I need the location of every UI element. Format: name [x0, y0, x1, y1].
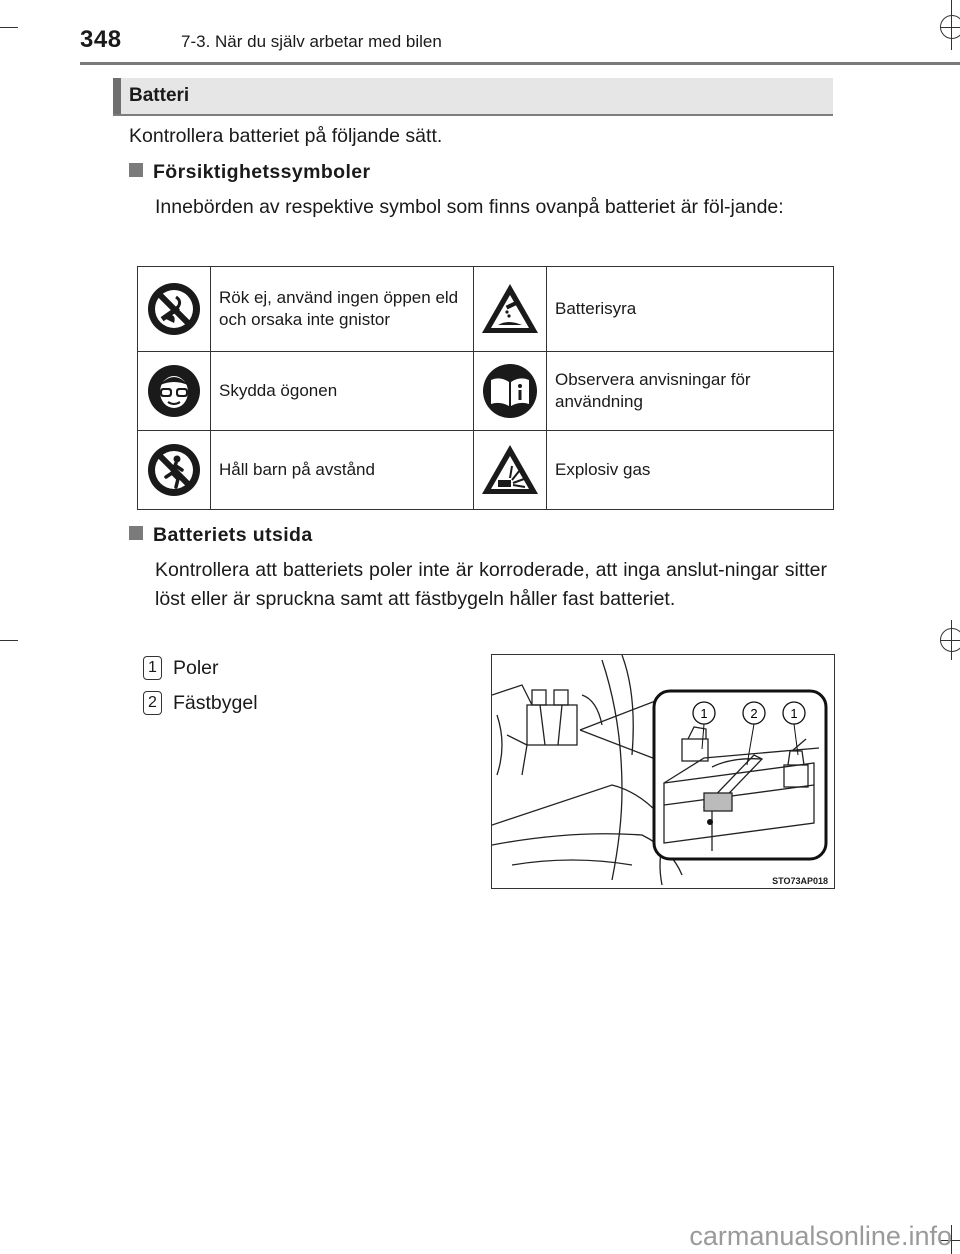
callout-number: 2 [750, 706, 758, 721]
symbol-cell [474, 267, 547, 352]
legend-item [143, 691, 258, 715]
symbols-table [137, 266, 834, 510]
legend-label: Fästbygel [173, 692, 258, 714]
legend-label: Poler [173, 657, 219, 679]
symbol-cell [474, 352, 547, 431]
symbol-label: Rök ej, använd ingen öppen eld och orsaka inte gnistor [211, 267, 474, 352]
legend-number: 2 [143, 691, 162, 715]
watermark: carmanualsonline.info [689, 1221, 952, 1251]
crop-mark [940, 15, 960, 39]
table-row [138, 267, 834, 352]
crop-mark [0, 640, 18, 641]
crop-mark [940, 628, 960, 652]
explosive-gas-icon [480, 442, 540, 498]
callout-number: 1 [700, 706, 708, 721]
callout-number: 1 [790, 706, 798, 721]
header-rule [80, 62, 960, 65]
battery-figure [491, 654, 835, 889]
symbol-label: Explosiv gas [547, 431, 834, 510]
intro-text: Kontrollera batteriet på följande sätt. [129, 125, 443, 147]
keep-children-away-icon [146, 442, 202, 498]
precautions-text: Innebörden av respektive symbol som finns ovanpå batteriet är föl-jande: [155, 196, 784, 218]
symbol-cell [138, 431, 211, 510]
exterior-heading [129, 524, 313, 547]
engine-bay-illustration [492, 655, 834, 888]
precautions-heading-text: Försiktighetssymboler [153, 161, 371, 183]
symbol-cell [474, 431, 547, 510]
eye-protection-icon [146, 363, 202, 419]
symbol-label: Batterisyra [547, 267, 834, 352]
symbol-cell [138, 352, 211, 431]
section-accent [113, 78, 121, 114]
symbol-label: Skydda ögonen [211, 352, 474, 431]
table-row [138, 431, 834, 510]
manual-info-icon [482, 363, 538, 419]
figure-code: STO73AP018 [772, 876, 828, 886]
legend-number: 1 [143, 656, 162, 680]
page-number: 348 [80, 26, 122, 53]
symbol-label: Observera anvisningar för användning [547, 352, 834, 431]
exterior-heading-text: Batteriets utsida [153, 524, 313, 546]
section-title: Batteri [129, 85, 190, 106]
square-bullet-icon [129, 526, 143, 540]
table-row [138, 352, 834, 431]
legend-item [143, 656, 219, 680]
exterior-text: Kontrollera att batteriets poler inte är korroderade, att inga anslut-ningar sitter löst eller är spruckna samt att fästbygeln håller fast batteriet. [155, 559, 827, 610]
section-title-bar [113, 78, 833, 116]
no-smoking-icon [146, 281, 202, 337]
battery-acid-icon [480, 281, 540, 337]
crop-mark [0, 27, 18, 28]
square-bullet-icon [129, 163, 143, 177]
precautions-heading [129, 161, 371, 184]
chapter-title: 7-3. När du själv arbetar med bilen [181, 32, 442, 51]
symbol-label: Håll barn på avstånd [211, 431, 474, 510]
symbol-cell [138, 267, 211, 352]
